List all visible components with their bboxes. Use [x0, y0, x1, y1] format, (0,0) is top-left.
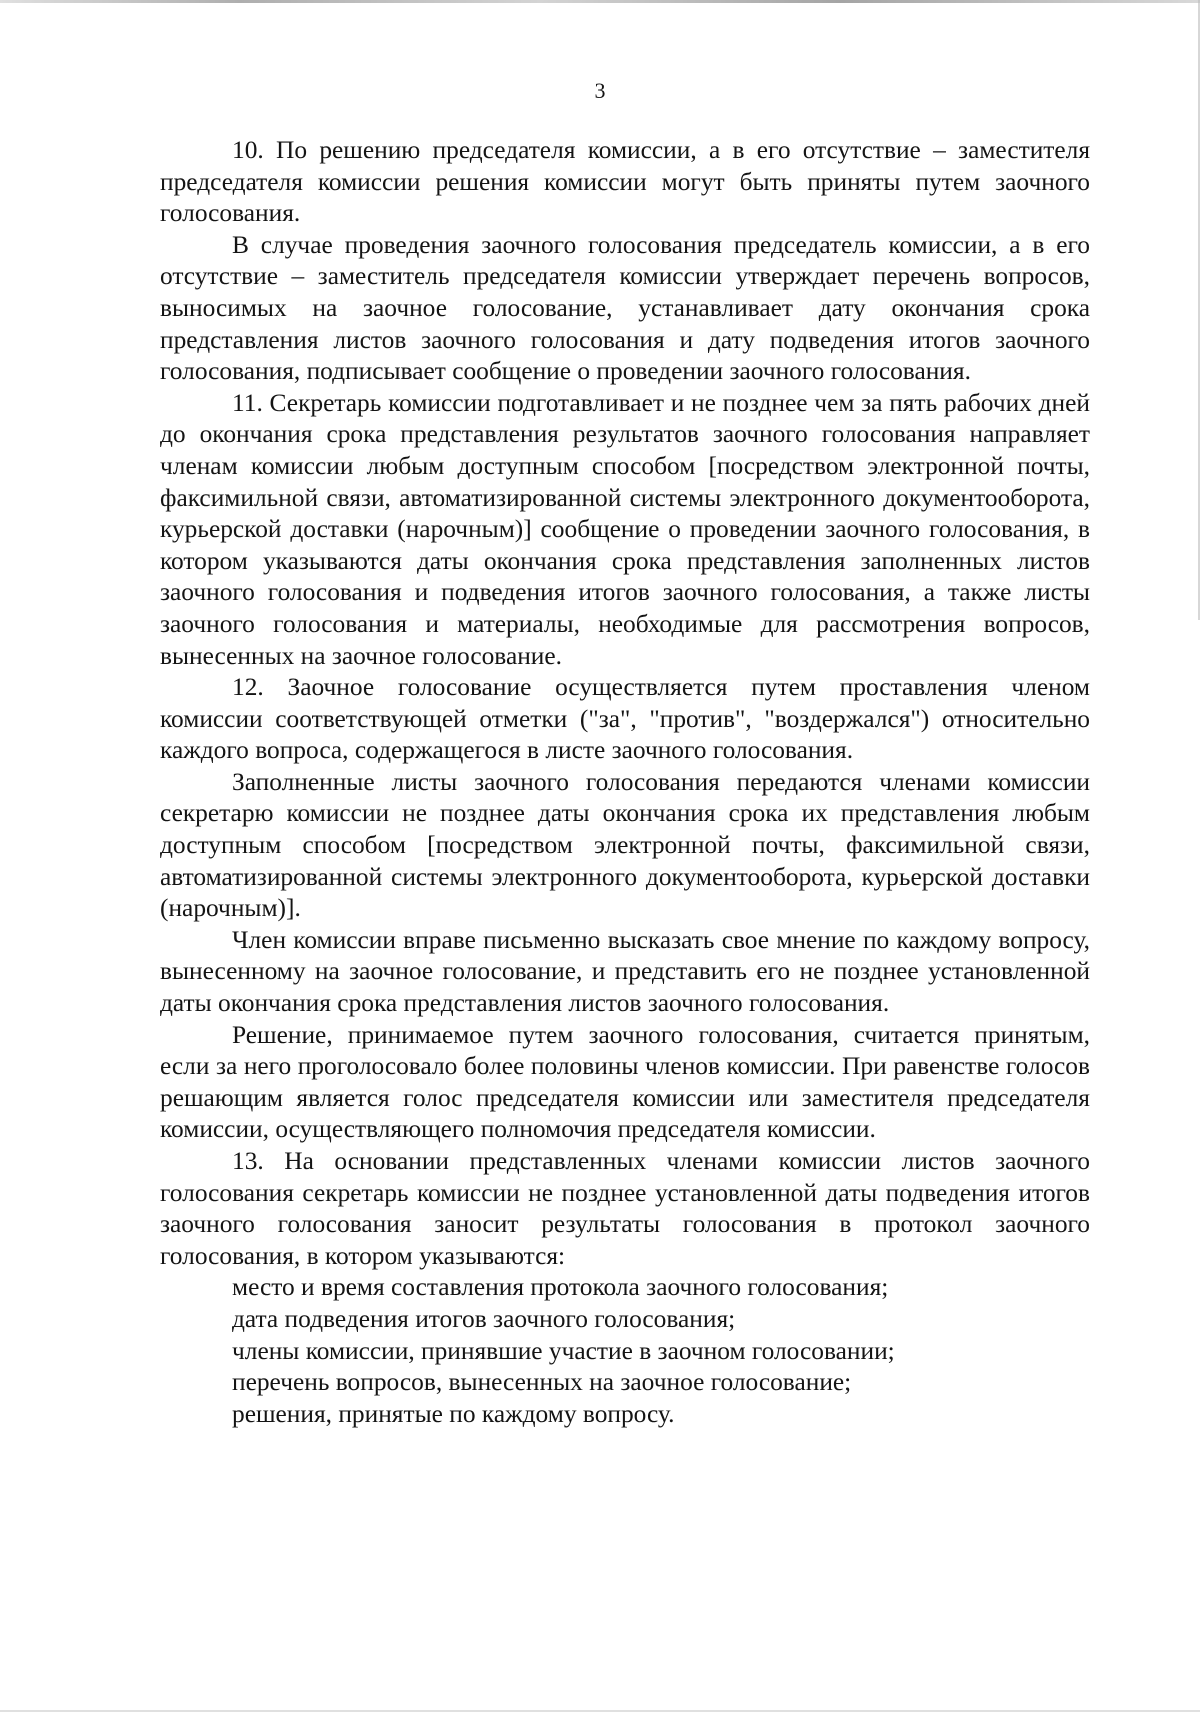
list-item-place-time: место и время составления протокола заочного голосования; — [232, 1273, 889, 1302]
list-item-questions: перечень вопросов, вынесенных на заочное голосование; — [232, 1368, 852, 1397]
paragraph-filled-sheets: Заполненные листы заочного голосования передаются членами комиссии секретарю комиссии не позднее даты окончания срока их представления любым доступным способом [посредством электронной почты, факсимильной связи, автоматизированной системы электронного документооборота, курьерской доставки (нарочным)]. — [160, 767, 1090, 923]
scan-edge-top — [0, 0, 1200, 3]
paragraph-member-opinion: Член комиссии вправе письменно высказать свое мнение по каждому вопросу, вынесенному на заочное голосование, и представить его не позднее установленной даты окончания срока представления листов заочного голосования. — [160, 925, 1090, 1018]
page-number: 3 — [594, 78, 606, 103]
list-item-summary-date: дата подведения итогов заочного голосования; — [232, 1304, 736, 1333]
paragraph-absentee-procedure: В случае проведения заочного голосования председатель комиссии, а в его отсутствие – заместитель председателя комиссии утверждает перечень вопросов, выносимых на заочное голосование, устанавливает дату окончания срока представления листов заочного голосования и дату подведения итогов заочного голосования, подписывает сообщение о проведении заочного голосования. — [160, 230, 1090, 386]
list-item-participants: члены комиссии, принявшие участие в заочном голосовании; — [232, 1336, 895, 1365]
paragraph-item-10: 10. По решению председателя комиссии, а в его отсутствие – заместителя председателя комиссии решения комиссии могут быть приняты путем заочного голосования. — [160, 136, 1090, 228]
list-item-decisions: решения, принятые по каждому вопросу. — [232, 1399, 675, 1428]
paragraph-item-12: 12. Заочное голосование осуществляется путем проставления членом комиссии соответствующей отметки ("за", "против", "воздержался") относительно каждого вопроса, содержащегося в листе заочного голосования. — [160, 673, 1090, 765]
document-body — [160, 135, 1090, 1430]
paragraph-item-13: 13. На основании представленных членами комиссии листов заочного голосования секретарь комиссии не позднее установленной даты подведения итогов заочного голосования заносит результаты голосования в протокол заочного голосования, в котором указываются: — [160, 1147, 1090, 1270]
paragraph-item-11: 11. Секретарь комиссии подготавливает и не позднее чем за пять рабочих дней до окончания срока представления результатов заочного голосования направляет членам комиссии любым доступным способом [посредством электронной почты, факсимильной связи, автоматизированной системы электронного документооборота, курьерской доставки (нарочным)] сообщение о проведении заочного голосования, в котором указываются даты окончания срока представления заполненных листов заочного голосования и подведения итогов заочного голосования, а также листы заочного голосования и материалы, необходимые для рассмотрения вопросов, вынесенных на заочное голосование. — [160, 388, 1090, 670]
paragraph-decision-rule: Решение, принимаемое путем заочного голосования, считается принятым, если за него проголосовало более половины членов комиссии. При равенстве голосов решающим является голос председателя комиссии или заместителя председателя комиссии, осуществляющего полномочия председателя комиссии. — [160, 1020, 1090, 1144]
